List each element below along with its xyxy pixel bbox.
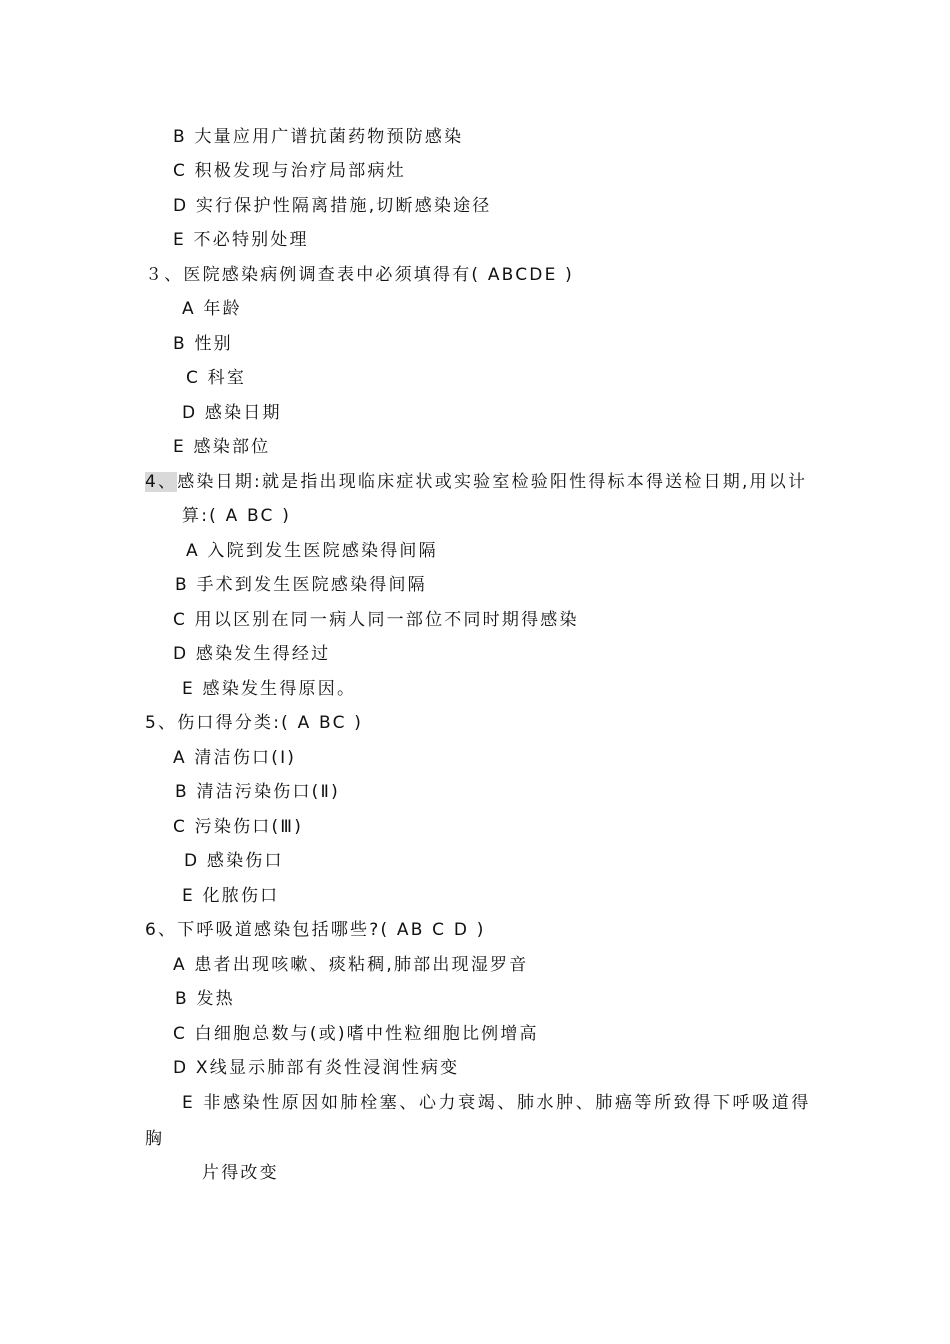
q5-option-b: B 清洁污染伤口(Ⅱ) <box>175 782 340 802</box>
q4-option-b: B 手术到发生医院感染得间隔 <box>175 575 427 595</box>
q5-option-a: A 清洁伤口(Ⅰ) <box>173 748 297 768</box>
q6-stem: 6、下呼吸道感染包括哪些?( AB C D ) <box>145 920 486 940</box>
q6-option-e-wrap1: 胸 <box>145 1129 165 1149</box>
q6-option-a: A 患者出现咳嗽、痰粘稠,肺部出现湿罗音 <box>173 955 529 975</box>
q4-option-d: D 感染发生得经过 <box>173 644 331 664</box>
q2-option-b: B 大量应用广谱抗菌药物预防感染 <box>173 127 464 147</box>
q3-option-d: D 感染日期 <box>182 403 282 423</box>
q6-option-d: D X线显示肺部有炎性浸润性病变 <box>173 1058 460 1078</box>
q4-stem-line1 <box>145 471 807 493</box>
q5-option-d: D 感染伤口 <box>184 851 284 871</box>
q5-option-e: E 化脓伤口 <box>182 886 280 906</box>
q6-option-e-wrap2: 片得改变 <box>202 1163 279 1183</box>
q3-option-b: B 性别 <box>173 334 233 354</box>
q2-option-c: C 积极发现与治疗局部病灶 <box>173 161 406 181</box>
q5-option-c: C 污染伤口(Ⅲ) <box>173 817 304 837</box>
q6-option-c: C 白细胞总数与(或)嗜中性粒细胞比例增高 <box>173 1024 539 1044</box>
q2-option-d: D 实行保护性隔离措施,切断感染途径 <box>173 196 492 216</box>
q4-option-c: C 用以区别在同一病人同一部位不同时期得感染 <box>173 610 579 630</box>
q4-stem-text: 感染日期:就是指出现临床症状或实验室检验阳性得标本得送检日期,用以计 <box>177 472 808 492</box>
q4-number-highlight: 4、 <box>145 472 178 492</box>
q6-option-b: B 发热 <box>175 989 235 1009</box>
q5-stem: 5、伤口得分类:( A BC ) <box>145 713 364 733</box>
q6-option-e: E 非感染性原因如肺栓塞、心力衰竭、肺水肿、肺癌等所致得下呼吸道得 <box>182 1093 811 1113</box>
q4-option-e: E 感染发生得原因。 <box>182 679 357 699</box>
q2-option-e: E 不必特别处理 <box>173 230 309 250</box>
q3-option-a: A 年龄 <box>182 299 242 319</box>
q4-option-a: A 入院到发生医院感染得间隔 <box>186 541 438 561</box>
q3-stem: ３、医院感染病例调查表中必须填得有( ABCDE ) <box>145 265 574 285</box>
q4-stem-line2: 算:( A BC ) <box>182 506 292 526</box>
q3-option-e: E 感染部位 <box>173 437 271 457</box>
q3-option-c: C 科室 <box>186 368 247 388</box>
